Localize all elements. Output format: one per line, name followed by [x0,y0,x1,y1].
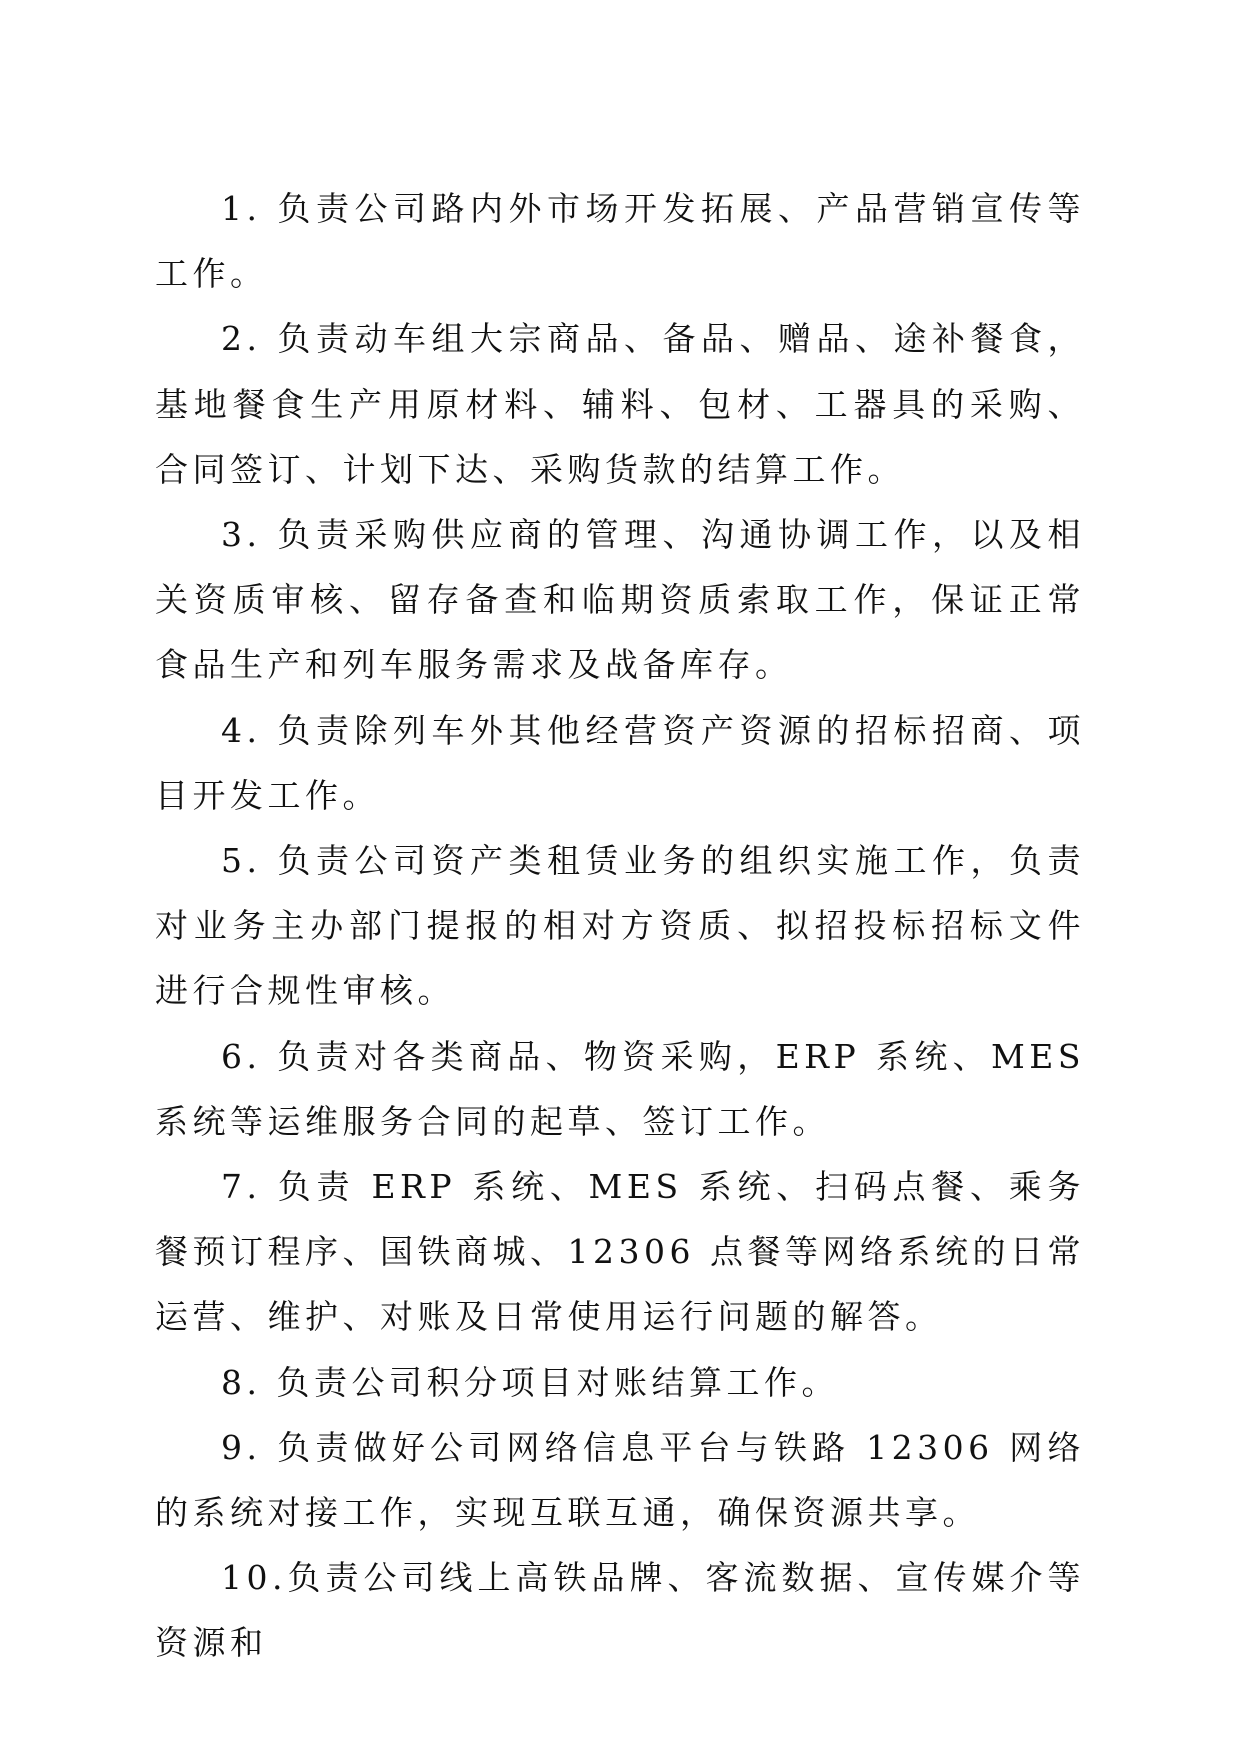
paragraph-9: 9. 负责做好公司网络信息平台与铁路 12306 网络的系统对接工作，实现互联互通，确保资源共享。 [155,1427,1085,1533]
paragraph-10: 10.负责公司线上高铁品牌、客流数据、宣传媒介等资源和 [155,1558,1085,1663]
paragraph-6: 6. 负责对各类商品、物资采购，ERP 系统、MES 系统等运维服务合同的起草、签订工作。 [155,1036,1085,1141]
paragraph-7: 7. 负责 ERP 系统、MES 系统、扫码点餐、乘务餐预订程序、国铁商城、12306 点餐等网络系统的日常运营、维护、对账及日常使用运行问题的解答。 [155,1167,1085,1337]
paragraph-4: 4. 负责除列车外其他经营资产资源的招标招商、项目开发工作。 [155,710,1085,815]
paragraph-5: 5. 负责公司资产类租赁业务的组织实施工作，负责对业务主办部门提报的相对方资质、拟招投标招标文件进行合规性审核。 [155,841,1085,1011]
paragraph-3: 3. 负责采购供应商的管理、沟通协调工作，以及相关资质审核、留存备查和临期资质索取工作，保证正常食品生产和列车服务需求及战备库存。 [155,515,1085,685]
document-body [155,176,1085,1676]
paragraph-2: 2. 负责动车组大宗商品、备品、赠品、途补餐食，基地餐食生产用原材料、辅料、包材、工器具的采购、合同签订、计划下达、采购货款的结算工作。 [155,319,1085,489]
paragraph-1: 1. 负责公司路内外市场开发拓展、产品营销宣传等工作。 [155,189,1085,294]
paragraph-8: 8. 负责公司积分项目对账结算工作。 [221,1362,839,1402]
